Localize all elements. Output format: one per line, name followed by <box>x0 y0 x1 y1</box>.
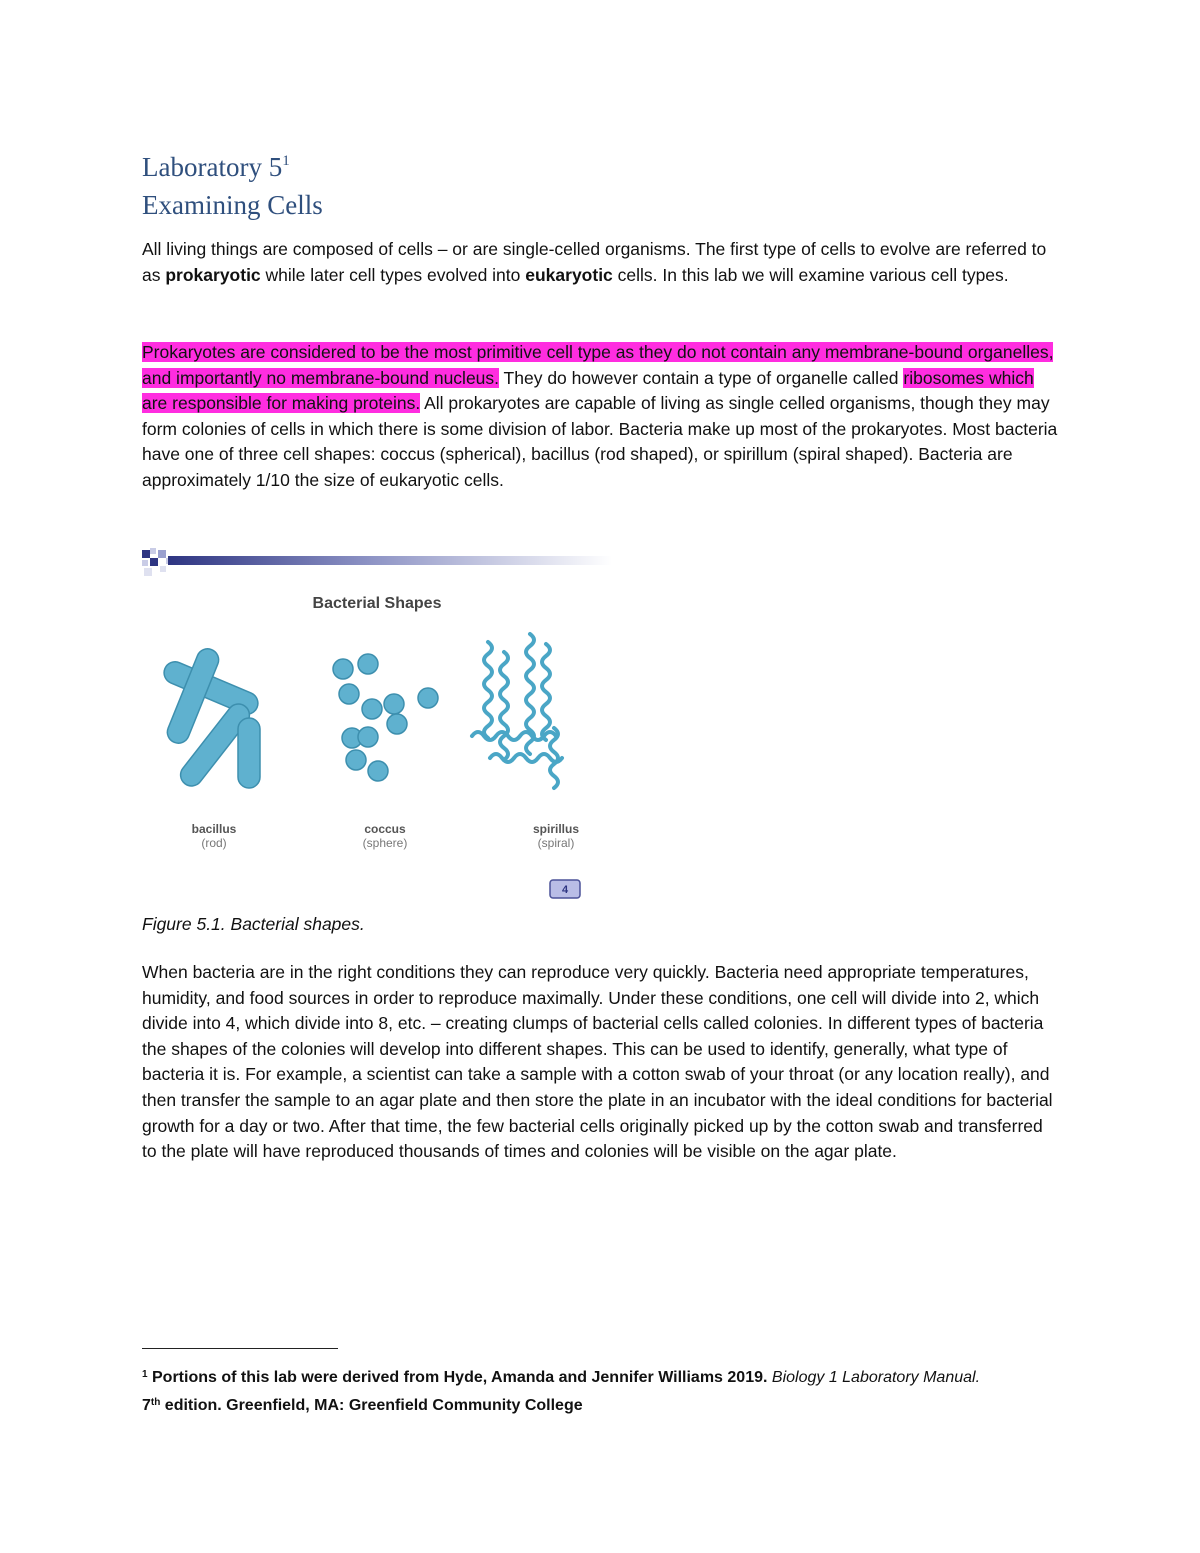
coccus-label: coccus <box>364 822 406 836</box>
spirillus-illustration <box>472 634 562 788</box>
slide-number: 4 <box>561 884 569 896</box>
footnote <box>142 1362 1102 1418</box>
prokaryotes-text-2: All prokaryotes are capable of living as single celled organisms, though they may form colonies of cells in which there is some division of labor. Bacteria make up most of the prokaryotes. Most bacteria have one of three cell shapes: coccus (spherical), bacillus (rod shaped), or spirillum (spiral shaped). Bacteria are approximately 1/10 the size of eukaryotic cells. <box>142 393 1058 490</box>
bacterial-shapes-figure <box>142 548 612 900</box>
highlight-2: ribosomes which are responsible for making proteins. <box>142 367 1034 414</box>
page-title <box>142 142 323 224</box>
intro-text-3: cells. In this lab we will examine various cell types. <box>612 264 1009 285</box>
term-prokaryotic: prokaryotic <box>165 264 261 285</box>
footnote-separator <box>142 1348 338 1349</box>
growth-paragraph: When bacteria are in the right conditions they can reproduce very quickly. Bacteria need appropriate temperatures, humidity, and food sources in order to reproduce maximally. Under these conditions, one cell will divide into 2, which divide into 4, which divide into 8, etc. – creating clumps of bacterial cells called colonies. In different types of bacteria the shapes of the colonies will develop into different shapes. This can be used to identify, generally, what type of bacteria it is. For example, a scientist can take a sample with a cotton swab of your throat (or any location really), and then transfer the sample to an agar plate and then store the plate in an incubator with the ideal conditions for bacterial growth for a day or two. After that time, the few bacterial cells originally picked up by the cotton swab and transferred to the plate will have reproduced thousands of times and colonies will be visible on the agar plate. <box>142 962 1053 1162</box>
intro-text-1: All living things are composed of cells – or are single-celled organisms. The first type of cells to evolve are referred to as <box>142 239 1047 285</box>
footnote-text-1: Portions of this lab were derived from Hyde, Amanda and Jennifer Williams 2019. <box>147 1369 772 1386</box>
footnote-book-title: Biology 1 Laboratory Manual. <box>771 1369 981 1386</box>
title-line-1: Laboratory 5 <box>142 152 283 182</box>
term-eukaryotic: eukaryotic <box>525 264 613 285</box>
figure-caption: Figure 5.1. Bacterial shapes. <box>142 914 365 934</box>
intro-text-2: while later cell types evolved into <box>260 264 526 285</box>
footnote-reference: 1 <box>282 153 290 169</box>
prokaryotes-text-1: They do however contain a type of organelle called <box>499 367 904 388</box>
decorative-pixel-header <box>142 548 612 576</box>
spirillus-label: spirillus <box>532 822 580 836</box>
intro-paragraph <box>142 237 1062 288</box>
figure-title: Bacterial Shapes <box>312 595 442 612</box>
bacillus-sublabel: (rod) <box>201 836 227 850</box>
prokaryotes-paragraph <box>142 340 1062 494</box>
footnote-number: 1 <box>142 1369 148 1380</box>
highlight-1: Prokaryotes are considered to be the most primitive cell type as they do not contain any membrane-bound organelles, and importantly no membrane-bound nucleus. <box>142 342 1054 388</box>
bacillus-illustration <box>161 646 262 791</box>
footnote-text-2: edition. Greenfield, MA: Greenfield Community College <box>160 1397 583 1414</box>
coccus-sublabel: (sphere) <box>362 836 408 850</box>
footnote-edition-suffix: th <box>150 1397 161 1408</box>
title-line-2: Examining Cells <box>142 190 323 220</box>
footnote-edition-number: 7 <box>142 1397 151 1414</box>
bacillus-label: bacillus <box>191 822 237 836</box>
spirillus-sublabel: (spiral) <box>537 836 575 850</box>
coccus-illustration <box>333 654 438 781</box>
